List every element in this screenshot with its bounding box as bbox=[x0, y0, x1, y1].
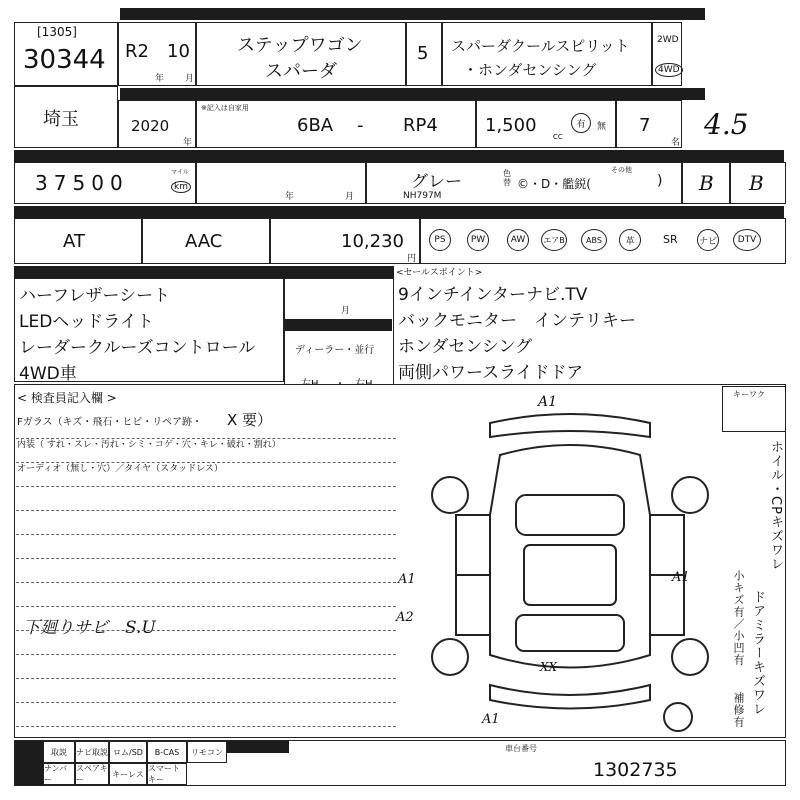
model-dash: - bbox=[357, 115, 364, 136]
chassis-label: 車台番号 bbox=[505, 744, 537, 753]
footer-item-bcas: B-CAS bbox=[147, 741, 187, 763]
middle-box bbox=[284, 278, 394, 396]
diagram-label-rear: XX bbox=[540, 660, 558, 674]
left-front-door bbox=[456, 515, 490, 575]
aircon-value: AAC bbox=[185, 231, 223, 252]
legend-col1: ホイル・CPキズワレ bbox=[768, 440, 783, 571]
grade-box bbox=[442, 22, 652, 86]
writing-line bbox=[16, 582, 396, 583]
region-value: 埼玉 bbox=[43, 109, 79, 130]
car-diagram bbox=[420, 395, 720, 735]
seats-box bbox=[616, 100, 682, 148]
feature-item: レーダークルーズコントロール bbox=[19, 338, 256, 358]
writing-line bbox=[16, 678, 396, 679]
inspector-glass: Fガラス（キズ・飛石・ヒビ・リペア跡・ bbox=[17, 417, 203, 428]
interior-score-box bbox=[682, 162, 730, 204]
features-box bbox=[14, 278, 284, 382]
option-aw-icon: AW bbox=[507, 229, 529, 251]
option-dtv-icon: DTV bbox=[733, 229, 761, 251]
inspector-audio: オーディオ（無し・穴）／タイヤ（スタッドレス） bbox=[17, 464, 223, 474]
spare-tire bbox=[664, 703, 692, 731]
year-box bbox=[118, 22, 196, 86]
diagram-label-left2: A2 bbox=[396, 610, 414, 625]
header-bar-row5a bbox=[14, 266, 284, 278]
sales-point-label: <セールスポイント> bbox=[396, 268, 483, 278]
grade-line1: スパーダクールスピリット bbox=[451, 37, 630, 55]
engine-cc-unit: CC bbox=[553, 133, 563, 141]
price-box bbox=[270, 218, 420, 264]
legend-corner bbox=[722, 386, 786, 432]
car-name-line1: ステップワゴン bbox=[237, 35, 363, 56]
windshield bbox=[516, 495, 624, 535]
mileage-digit: 0 bbox=[91, 171, 110, 195]
footer-item-rom-sd: ロム/SD bbox=[109, 741, 147, 763]
writing-line bbox=[16, 486, 396, 487]
legend-col2: 小キズ有／小凹有 bbox=[732, 570, 745, 666]
engine-box bbox=[476, 100, 616, 148]
inspector-glass-mark: X 要） bbox=[227, 411, 273, 429]
footer bbox=[14, 740, 786, 786]
feature-item: LEDヘッドライト bbox=[19, 312, 154, 332]
footer-item-keyless: キーレス bbox=[109, 763, 147, 785]
sales-point-item: ホンダセンシング bbox=[398, 337, 533, 357]
chassis-number: 1302735 bbox=[593, 759, 678, 781]
header-bar-row2 bbox=[120, 88, 705, 100]
transmission-value: AT bbox=[63, 231, 85, 252]
footer-item-number: ナンバー bbox=[43, 763, 75, 785]
roof bbox=[524, 545, 616, 605]
front-bumper bbox=[490, 414, 650, 437]
mileage-digit: 0 bbox=[109, 171, 129, 195]
header-bar-row3 bbox=[14, 150, 784, 162]
diagram-label-bottom: A1 bbox=[482, 712, 500, 727]
drive-4wd: 4WD bbox=[655, 63, 683, 77]
option-abs-icon: ABS bbox=[581, 229, 607, 251]
seats-unit: 名 bbox=[671, 138, 681, 148]
era-year: R2 bbox=[125, 41, 149, 62]
writing-line bbox=[16, 534, 396, 535]
region-box bbox=[14, 86, 118, 148]
option-navi-icon: ナビ bbox=[697, 229, 719, 251]
mileage-box bbox=[14, 162, 196, 204]
transmission-box bbox=[14, 218, 142, 264]
rear-window bbox=[516, 615, 624, 651]
footer-item-smart-key: スマートキー bbox=[147, 763, 187, 785]
mileage-digit: 3 bbox=[35, 171, 54, 195]
footer-item-navi-manual: ナビ取説 bbox=[75, 741, 109, 763]
reg-month: 10 bbox=[167, 41, 190, 62]
color-name: グレー bbox=[411, 172, 462, 192]
rear-bumper bbox=[490, 685, 650, 709]
doors-box bbox=[406, 22, 442, 86]
writing-line bbox=[16, 702, 396, 703]
color-change-label: 色替 bbox=[503, 169, 511, 187]
color-options: ©・D・艦鋭( bbox=[517, 177, 591, 191]
mileage-digit: 7 bbox=[53, 171, 73, 195]
diagram-label-top: A1 bbox=[538, 394, 558, 410]
header-bar-row1 bbox=[120, 8, 705, 20]
price-value: 10,230 bbox=[341, 231, 404, 252]
inspector-hand-note: 下廻りサビ S.U bbox=[23, 618, 156, 638]
footer-left-bar bbox=[15, 741, 43, 785]
car-name-box bbox=[196, 22, 406, 86]
right-front-door bbox=[650, 515, 684, 575]
feature-item: 4WD車 bbox=[19, 364, 77, 384]
lot-box bbox=[14, 22, 118, 86]
sales-point-item: 両側パワースライドドア bbox=[398, 363, 584, 383]
middle-dealer: ディーラー・並行 bbox=[295, 345, 375, 356]
writing-line bbox=[16, 654, 396, 655]
lot-number: 30344 bbox=[23, 45, 106, 75]
writing-line bbox=[16, 462, 396, 463]
sales-point-item: 9インチインターナビ.TV bbox=[398, 285, 588, 305]
drive-box bbox=[652, 22, 682, 86]
color-options-close: ) bbox=[657, 173, 663, 189]
header-bar-row4 bbox=[14, 206, 784, 218]
color-other-label: その他 bbox=[611, 166, 632, 174]
turbo-yes: 有 bbox=[571, 113, 591, 133]
writing-line bbox=[16, 510, 396, 511]
mileage-km-label: km bbox=[171, 181, 191, 193]
car-name-line2: スパーダ bbox=[265, 61, 337, 82]
option-ps-icon: PS bbox=[429, 229, 451, 251]
model-box bbox=[196, 100, 476, 148]
model-prefix: 6BA bbox=[297, 115, 334, 136]
option-leather-icon: 革 bbox=[619, 229, 641, 251]
legend-corner-label: キーワク bbox=[733, 390, 765, 399]
middle-header-bar bbox=[285, 319, 392, 331]
inspector-interior: 内装（ すれ・スレ・汚れ・シミ・コゲ・穴・キレ・破れ・割れ） bbox=[17, 440, 281, 450]
western-year-unit: 年 bbox=[183, 138, 193, 148]
writing-line bbox=[16, 438, 396, 439]
turbo-no: 無 bbox=[597, 122, 607, 132]
middle-month: 月 bbox=[341, 306, 351, 316]
mileage-digits bbox=[35, 171, 129, 195]
inspection-year-unit: 年 bbox=[285, 192, 295, 202]
doors-value: 5 bbox=[417, 43, 429, 64]
option-airbag-icon: エアB bbox=[541, 229, 567, 251]
feature-item: ハーフレザーシート bbox=[19, 286, 171, 306]
diagram-label-right: A1 bbox=[672, 570, 690, 585]
options-box bbox=[420, 218, 786, 264]
engine-cc: 1,500 bbox=[485, 115, 537, 136]
legend-col4: 補修有 bbox=[732, 692, 745, 728]
car-body bbox=[490, 445, 650, 668]
month-unit: 月 bbox=[185, 74, 195, 84]
grade-line2: ・ホンダセンシング bbox=[463, 61, 597, 79]
option-sr: SR bbox=[663, 233, 678, 246]
registration-note: ※記入は自家用 bbox=[201, 104, 249, 112]
exterior-score-box bbox=[730, 162, 786, 204]
mileage-mile-label: マイル bbox=[171, 169, 189, 176]
diagram-label-left1: A1 bbox=[398, 572, 416, 587]
aircon-box bbox=[142, 218, 270, 264]
footer-mid-bar bbox=[227, 741, 289, 753]
rear-left-wheel bbox=[432, 639, 468, 675]
footer-item-remote: リモコン bbox=[187, 741, 227, 763]
sales-points-box bbox=[394, 278, 786, 382]
option-pw-icon: PW bbox=[467, 229, 489, 251]
lot-code: [1305] bbox=[37, 25, 77, 39]
western-year-box bbox=[118, 100, 196, 148]
writing-line bbox=[16, 726, 396, 727]
score-handwritten: 4.5 bbox=[704, 108, 749, 141]
writing-line bbox=[16, 558, 396, 559]
mileage-digit: 5 bbox=[72, 171, 92, 195]
drive-2wd: 2WD bbox=[657, 35, 679, 45]
exterior-score: B bbox=[749, 171, 764, 195]
writing-line bbox=[16, 606, 396, 607]
western-year: 2020 bbox=[131, 117, 170, 135]
header-bar-row5b bbox=[284, 266, 394, 278]
legend-col3: ドアミラーキズワレ bbox=[750, 590, 765, 716]
color-code: NH797M bbox=[403, 191, 442, 201]
footer-item-spare-key: スペアキー bbox=[76, 764, 108, 784]
front-left-wheel bbox=[432, 477, 468, 513]
color-box bbox=[366, 162, 682, 204]
price-unit: 円 bbox=[407, 254, 417, 264]
footer-item-manual: 取説 bbox=[43, 741, 75, 763]
model-code: RP4 bbox=[403, 115, 438, 136]
front-right-wheel bbox=[672, 477, 708, 513]
rear-right-wheel bbox=[672, 639, 708, 675]
inspection-month-unit: 月 bbox=[345, 192, 355, 202]
interior-score: B bbox=[699, 171, 714, 195]
sales-point-item: バックモニター インテリキー bbox=[398, 311, 636, 331]
inspector-title: < 検査員記入欄 > bbox=[17, 391, 117, 405]
left-rear-door bbox=[456, 575, 490, 635]
year-unit: 年 bbox=[155, 74, 165, 84]
writing-line bbox=[16, 630, 396, 631]
inspection-box bbox=[196, 162, 366, 204]
seats-value: 7 bbox=[639, 115, 651, 136]
